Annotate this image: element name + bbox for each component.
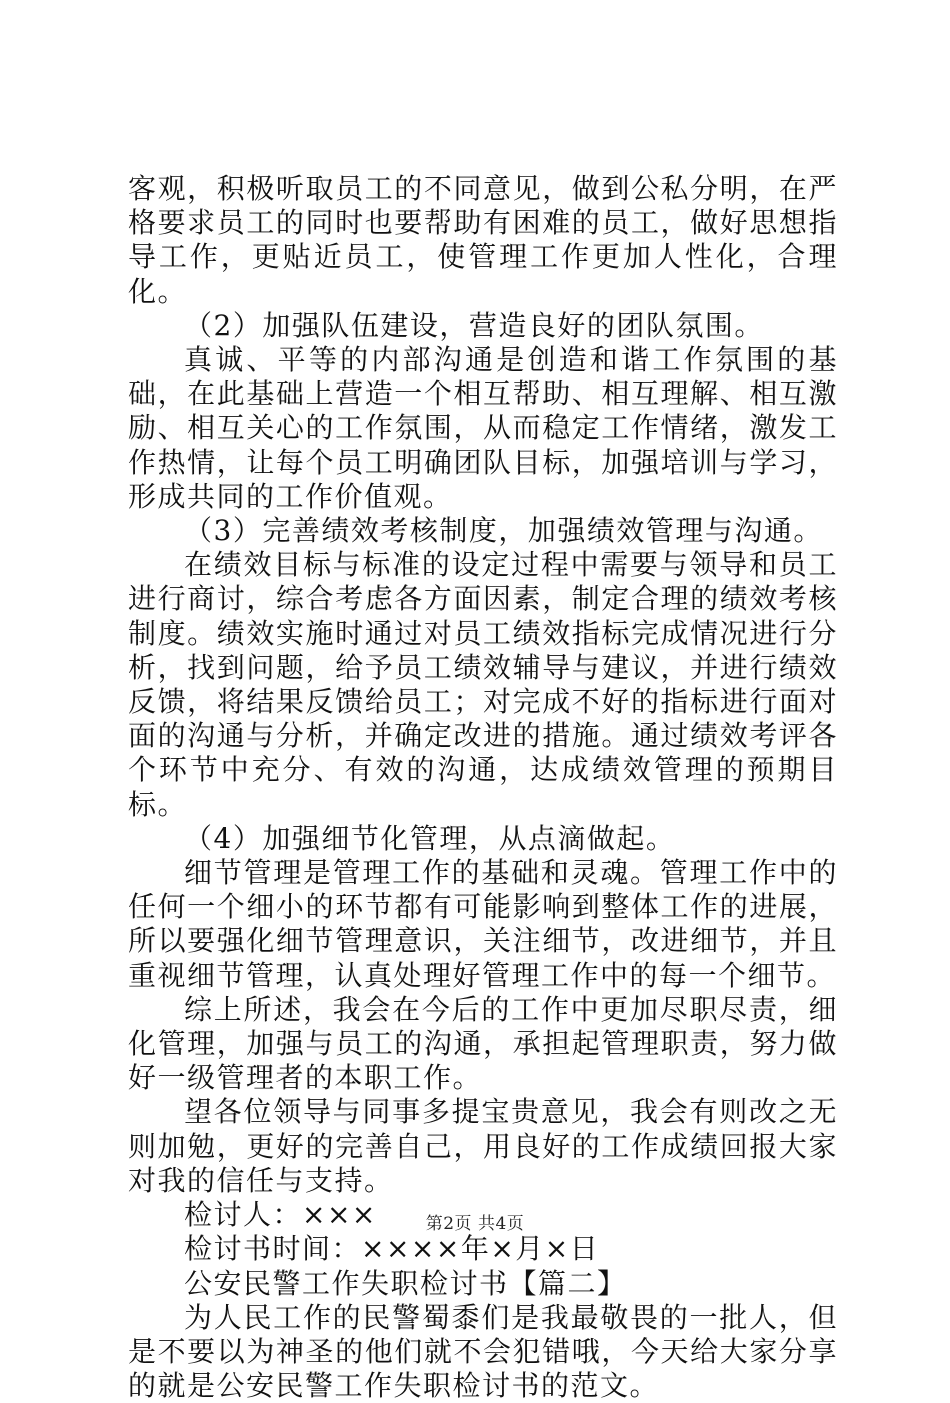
section-heading-2: （2）加强队伍建设，营造良好的团队氛围。: [184, 308, 764, 342]
section-heading-4: （4）加强细节化管理，从点滴做起。: [184, 821, 676, 855]
page-number-footer: 第2页 共4页: [425, 1214, 525, 1234]
section-heading-3: （3）完善绩效考核制度，加强绩效管理与沟通。: [184, 514, 823, 548]
paragraph-continuation: 客观，积极听取员工的不同意见，做到公私分明，在严格要求员工的同时也要帮助有困难的员工，做好思想指导工作，更贴近员工，使管理工作更加人性化，合理化。: [128, 172, 838, 308]
paragraph: 为人民工作的民警蜀黍们是我最敬畏的一批人，但是不要以为神圣的他们就不会犯错哦，今天给大家分享的就是公安民警工作失职检讨书的范文。: [128, 1300, 838, 1403]
paragraph: 综上所述，我会在今后的工作中更加尽职尽责，细化管理，加强与员工的沟通，承担起管理职责，努力做好一级管理者的本职工作。: [128, 992, 838, 1095]
article-title: 公安民警工作失职检讨书【篇二】: [184, 1266, 627, 1300]
paragraph: 细节管理是管理工作的基础和灵魂。管理工作中的任何一个细小的环节都有可能影响到整体工作的进展，所以要强化细节管理意识，关注细节，改进细节，并且重视细节管理，认真处理好管理工作中的每一个细节。: [128, 856, 838, 992]
paragraph: 真诚、平等的内部沟通是创造和谐工作氛围的基础，在此基础上营造一个相互帮助、相互理解、相互激励、相互关心的工作氛围，从而稳定工作情绪，激发工作热情，让每个员工明确团队目标，加强培训与学习，形成共同的工作价值观。: [128, 343, 838, 513]
signer-line: 检讨人：×××: [184, 1198, 377, 1232]
paragraph: 在绩效目标与标准的设定过程中需要与领导和员工进行商讨，综合考虑各方面因素，制定合理的绩效考核制度。绩效实施时通过对员工绩效指标完成情况进行分析，找到问题，给予员工绩效辅导与建议，并进行绩效反馈，将结果反馈给员工；对完成不好的指标进行面对面的沟通与分析，并确定改进的措施。通过绩效考评各个环节中充分、有效的沟通，达成绩效管理的预期目标。: [128, 548, 838, 821]
date-line: 检讨书时间：××××年×月×日: [184, 1232, 600, 1266]
paragraph: 望各位领导与同事多提宝贵意见，我会有则改之无则加勉，更好的完善自己，用良好的工作成绩回报大家对我的信任与支持。: [128, 1095, 838, 1197]
